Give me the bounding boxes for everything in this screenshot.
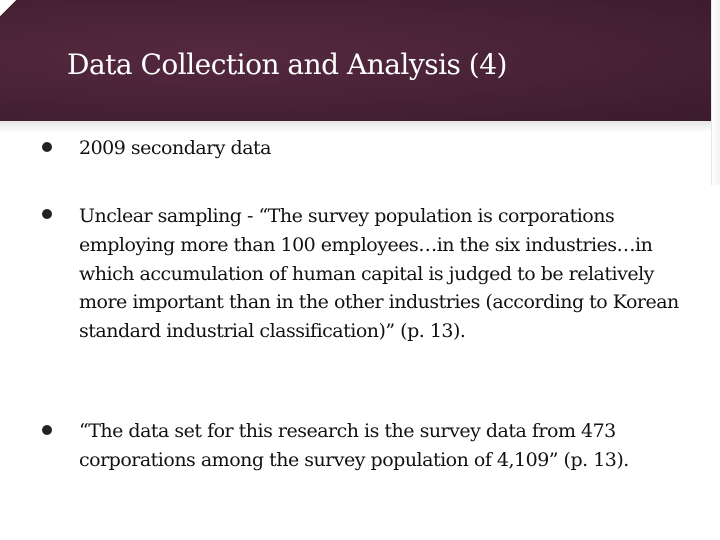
slide-title: Data Collection and Analysis (4) bbox=[67, 48, 507, 81]
bullet-text-2: Unclear sampling - “The survey population is corporations employing more than 100 employees…in the six industries…in which accumulation of human capital is judged to be relatively more important than in the other industries (according to Korean standard industrial classification)” (p. 13). bbox=[79, 205, 679, 343]
bullet-text-1: 2009 secondary data bbox=[79, 137, 272, 159]
bullet-dot bbox=[42, 209, 52, 219]
bullet-dot bbox=[42, 142, 52, 152]
bullet-text-3: “The data set for this research is the survey data from 473 corporations among the survey population of 4,109” (p. 13). bbox=[79, 420, 629, 471]
bullet-dot bbox=[42, 425, 52, 435]
